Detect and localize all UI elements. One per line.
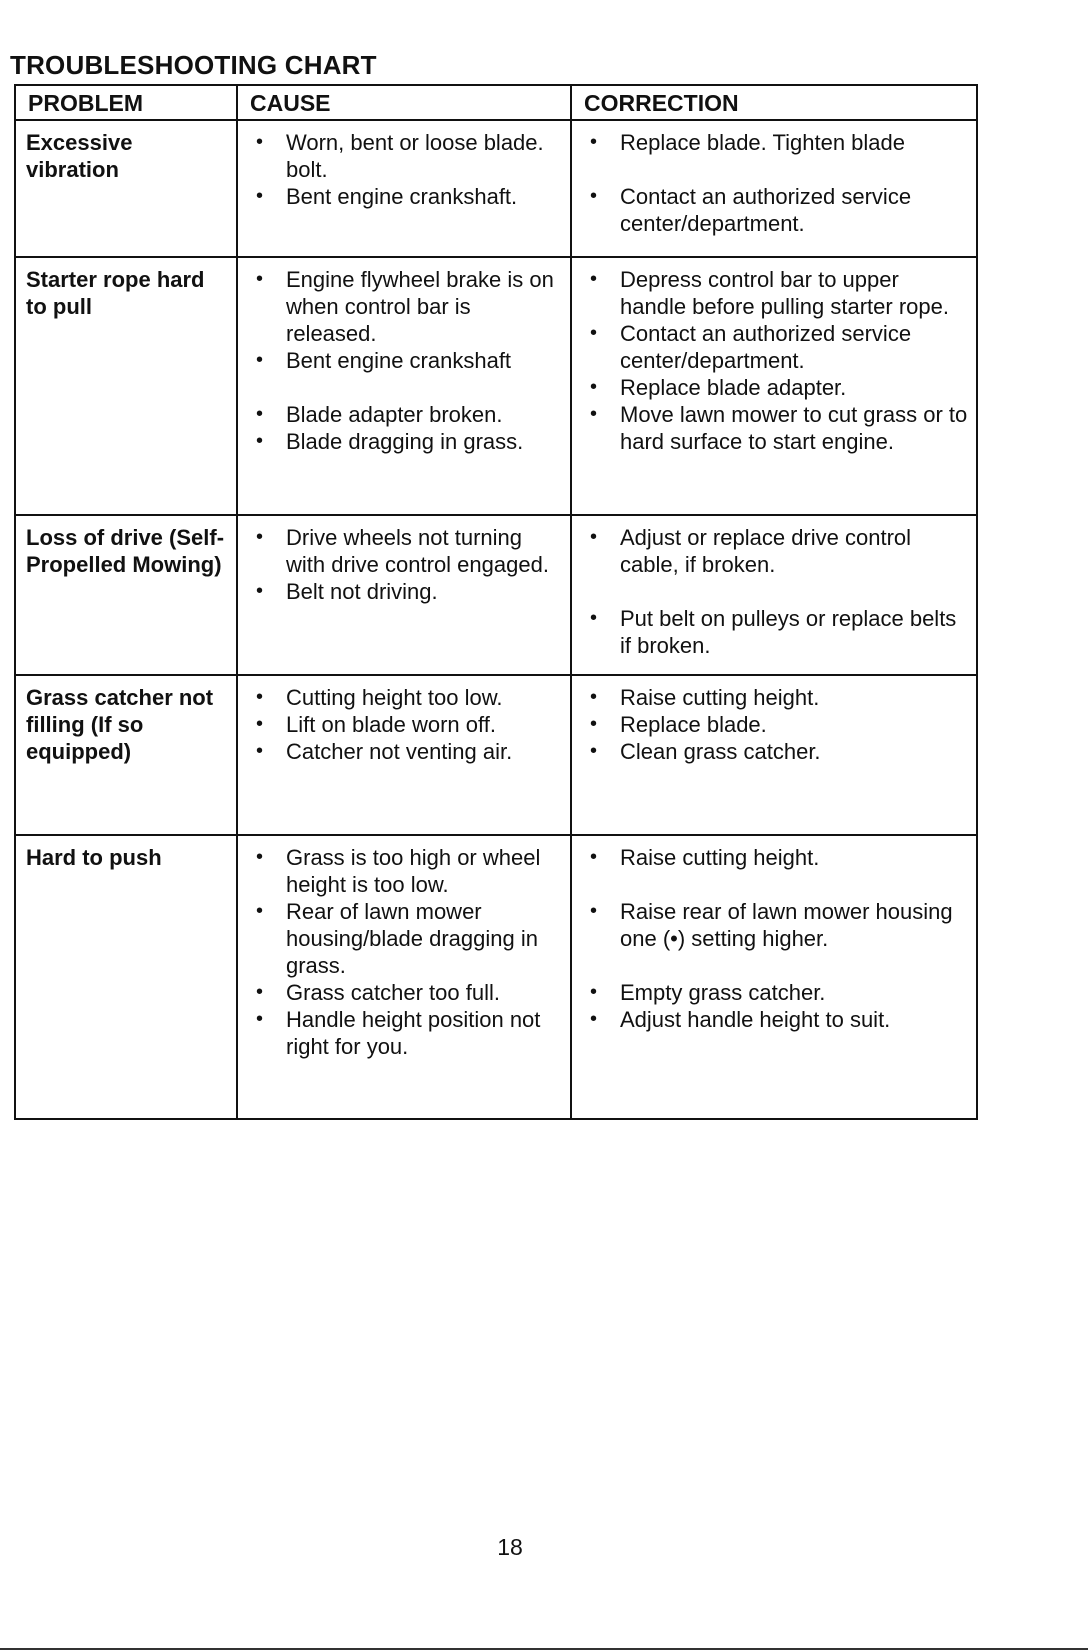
correction-cell [571,515,977,675]
table-row [15,120,977,257]
cause-item: • Blade adapter broken. [248,401,562,428]
cause-item: • Belt not driving. [248,578,562,605]
problem-cell: Starter rope hard to pull [15,257,237,515]
correction-item: • Raise cutting height. [582,684,968,711]
correction-item: • Replace blade adapter. [582,374,968,401]
troubleshooting-table [14,84,978,1120]
correction-item: • Raise cutting height. [582,844,968,871]
table-row [15,835,977,1119]
correction-item: • Clean grass catcher. [582,738,968,765]
page-title: TROUBLESHOOTING CHART [10,50,377,80]
cause-item: • Cutting height too low. [248,684,562,711]
cause-item: • Worn, bent or loose blade. bolt. [248,129,562,183]
cause-item: • Blade dragging in grass. [248,428,562,455]
cause-cell [237,120,571,257]
table-header-row [15,85,977,120]
cause-item: • Lift on blade worn off. [248,711,562,738]
bottom-edge-divider [0,1648,1088,1650]
problem-cell: Excessive vibration [15,120,237,257]
cause-item: • Rear of lawn mower housing/blade dragging in grass. [248,898,562,979]
table-row [15,257,977,515]
cause-cell [237,257,571,515]
cause-cell [237,835,571,1119]
correction-item: • Empty grass catcher. [582,979,968,1006]
table-row [15,675,977,835]
cause-item: • Grass is too high or wheel height is too low. [248,844,562,898]
correction-item: • Contact an authorized service center/department. [582,320,968,374]
correction-cell [571,120,977,257]
column-header-cause: CAUSE [237,85,571,120]
cause-item: • Bent engine crankshaft [248,347,562,374]
page-number: 18 [497,1534,523,1560]
problem-cell: Grass catcher not filling (If so equipped) [15,675,237,835]
column-header-correction: CORRECTION [571,85,977,120]
cause-cell [237,675,571,835]
column-header-problem: PROBLEM [15,85,237,120]
cause-item: • Handle height position not right for you. [248,1006,562,1060]
correction-item: • Adjust handle height to suit. [582,1006,968,1033]
correction-item: • Adjust or replace drive control cable, if broken. [582,524,968,578]
cause-item: • Catcher not venting air. [248,738,562,765]
cause-cell [237,515,571,675]
cause-item: • Engine flywheel brake is on when control bar is released. [248,266,562,347]
correction-item: • Replace blade. [582,711,968,738]
correction-cell [571,835,977,1119]
correction-item: • Move lawn mower to cut grass or to hard surface to start engine. [582,401,968,455]
correction-item: • Raise rear of lawn mower housing one (•) setting higher. [582,898,968,952]
problem-cell: Hard to push [15,835,237,1119]
cause-item: • Grass catcher too full. [248,979,562,1006]
problem-cell: Loss of drive (Self-Propelled Mowing) [15,515,237,675]
correction-item: • Depress control bar to upper handle before pulling starter rope. [582,266,968,320]
table-row [15,515,977,675]
correction-cell [571,257,977,515]
cause-item: • Bent engine crankshaft. [248,183,562,210]
correction-item: • Put belt on pulleys or replace belts if broken. [582,605,968,659]
cause-item: • Drive wheels not turning with drive control engaged. [248,524,562,578]
correction-item: • Replace blade. Tighten blade [582,129,968,156]
correction-item: • Contact an authorized service center/department. [582,183,968,237]
correction-cell [571,675,977,835]
